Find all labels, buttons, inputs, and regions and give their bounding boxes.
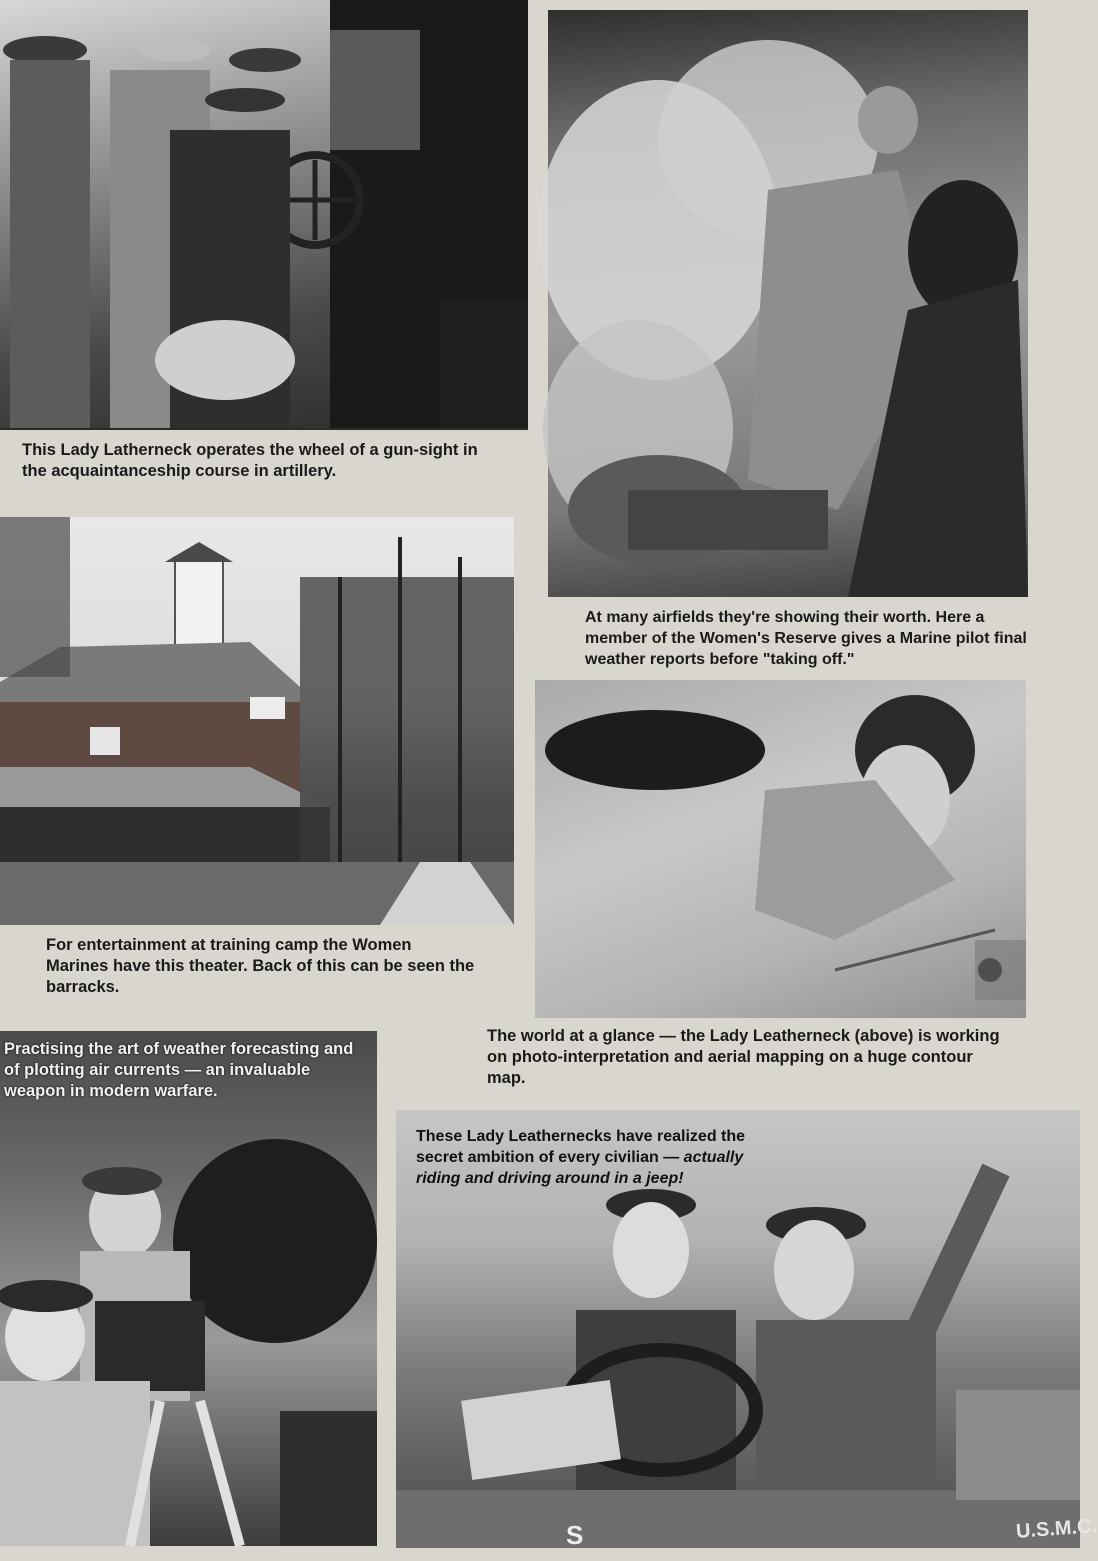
theater-scene-illustration: [0, 517, 514, 925]
artillery-photo-border: [0, 428, 528, 430]
caption-mapping: The world at a glance — the Lady Leatherneck (above) is working on photo-interpretation and aerial mapping on a huge contour map.: [487, 1027, 1000, 1087]
photo-mapping: [535, 680, 1026, 1018]
jeep-marking-usmc: U.S.M.C.: [1015, 1515, 1098, 1543]
airfield-scene-illustration: [548, 10, 1028, 597]
caption-weather: Practising the art of weather forecasting and of plotting air currents — an invaluable weapon in modern warfare.: [4, 1040, 354, 1100]
photo-theater: [0, 517, 514, 925]
weather-scene-illustration: [0, 1031, 377, 1546]
photo-jeep: [396, 1110, 1098, 1550]
mapping-scene-illustration: [535, 680, 1026, 1018]
caption-theater: For entertainment at training camp the Women Marines have this theater. Back of this can be seen the barracks.: [46, 936, 475, 996]
photo-airfield-weather: [548, 10, 1028, 597]
caption-artillery: This Lady Latherneck operates the wheel of a gun-sight in the acquaintanceship course in artillery.: [22, 441, 478, 480]
jeep-hood-letter: S: [566, 1520, 584, 1550]
caption-jeep-plain: These Lady Leathernecks have realized the secret ambition of every civilian —: [416, 1128, 746, 1166]
photo-artillery-gunsight: [0, 0, 528, 428]
artillery-scene-illustration: [0, 0, 528, 428]
caption-airfield: At many airfields they're showing their worth. Here a member of the Women's Reserve gives a Marine pilot final weather reports before "taking off.": [585, 609, 1027, 668]
caption-jeep: [416, 1126, 776, 1189]
caption-jeep-italic: actually riding and driving around in a jeep!: [416, 1149, 744, 1187]
photo-weather-balloon: [0, 1031, 377, 1546]
